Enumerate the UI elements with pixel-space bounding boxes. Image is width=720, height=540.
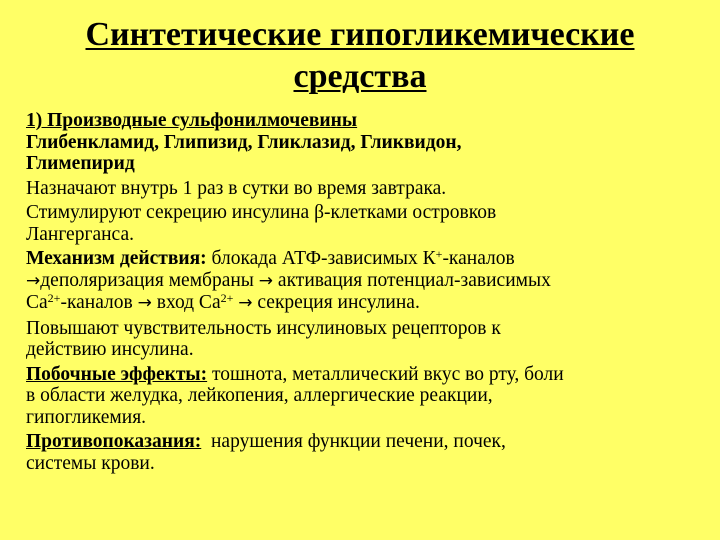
sensitivity-line-2: действию инсулина. xyxy=(26,339,194,360)
calcium-symbol: Са xyxy=(26,292,48,313)
side-effects-line-1 xyxy=(26,364,698,386)
sulfonylurea-section xyxy=(26,110,698,175)
section-heading: 1) Производные сульфонилмочевины xyxy=(26,110,358,131)
superscript-2plus: 2+ xyxy=(47,291,61,305)
contraindications-text-1: нарушения функции печени, почек, xyxy=(201,431,506,452)
mechanism-paragraph xyxy=(26,248,698,315)
arrow-right-icon: → xyxy=(137,293,152,313)
side-effects-line-2: в области желудка, лейкопения, аллергические реакции, xyxy=(26,385,493,406)
sensitivity-text xyxy=(26,318,698,361)
mechanism-text-1: блокада АТФ-зависимых К xyxy=(206,248,436,269)
stimulation-line-1: Стимулируют секрецию инсулина β-клетками островков xyxy=(26,202,497,223)
drug-list-line-2: Глимепирид xyxy=(26,153,135,174)
slide-body xyxy=(26,110,698,477)
title-line-2: средства xyxy=(293,58,427,95)
mechanism-label: Механизм действия: xyxy=(26,248,207,269)
title-line-1: Синтетические гипогликемические xyxy=(85,16,635,53)
side-effects-text-1: тошнота, металлический вкус во рту, боли xyxy=(207,363,564,385)
mechanism-step-5: секреция инсулина. xyxy=(252,292,420,313)
side-effects-line-3: гипогликемия. xyxy=(26,406,147,428)
superscript-plus: + xyxy=(435,247,443,261)
contraindications-line-1 xyxy=(26,431,698,453)
side-effects-paragraph xyxy=(26,364,698,429)
slide-title xyxy=(40,14,680,98)
contraindications-label: Противопоказания: xyxy=(26,431,202,452)
mechanism-text-2: -каналов xyxy=(442,248,515,269)
arrow-right-icon: → xyxy=(26,270,41,291)
dosing-text: Назначают внутрь 1 раз в сутки во время завтрака. xyxy=(26,177,447,199)
drug-list-line-1: Глибенкламид, Глипизид, Гликлазид, Гликвидон, xyxy=(26,131,462,153)
mechanism-line-1 xyxy=(26,248,698,270)
stimulation-line-2: Лангерганса. xyxy=(26,223,134,245)
mechanism-step-1: деполяризация мембраны xyxy=(40,269,259,291)
mechanism-step-3: -каналов xyxy=(60,292,138,313)
superscript-2plus: 2+ xyxy=(220,291,234,305)
mechanism-step-4: вход Са xyxy=(151,292,221,313)
stimulation-text xyxy=(26,202,698,245)
mechanism-line-3 xyxy=(26,292,698,315)
side-effects-label: Побочные эффекты: xyxy=(26,363,208,385)
arrow-right-icon: → xyxy=(238,293,253,313)
sensitivity-line-1: Повышают чувствительность инсулиновых рецепторов к xyxy=(26,317,501,339)
mechanism-step-2: активация потенциал-зависимых xyxy=(273,269,551,291)
mechanism-line-2 xyxy=(26,270,698,293)
contraindications-line-2: системы крови. xyxy=(26,452,155,474)
contraindications-paragraph xyxy=(26,431,698,474)
arrow-right-icon: → xyxy=(258,270,274,291)
